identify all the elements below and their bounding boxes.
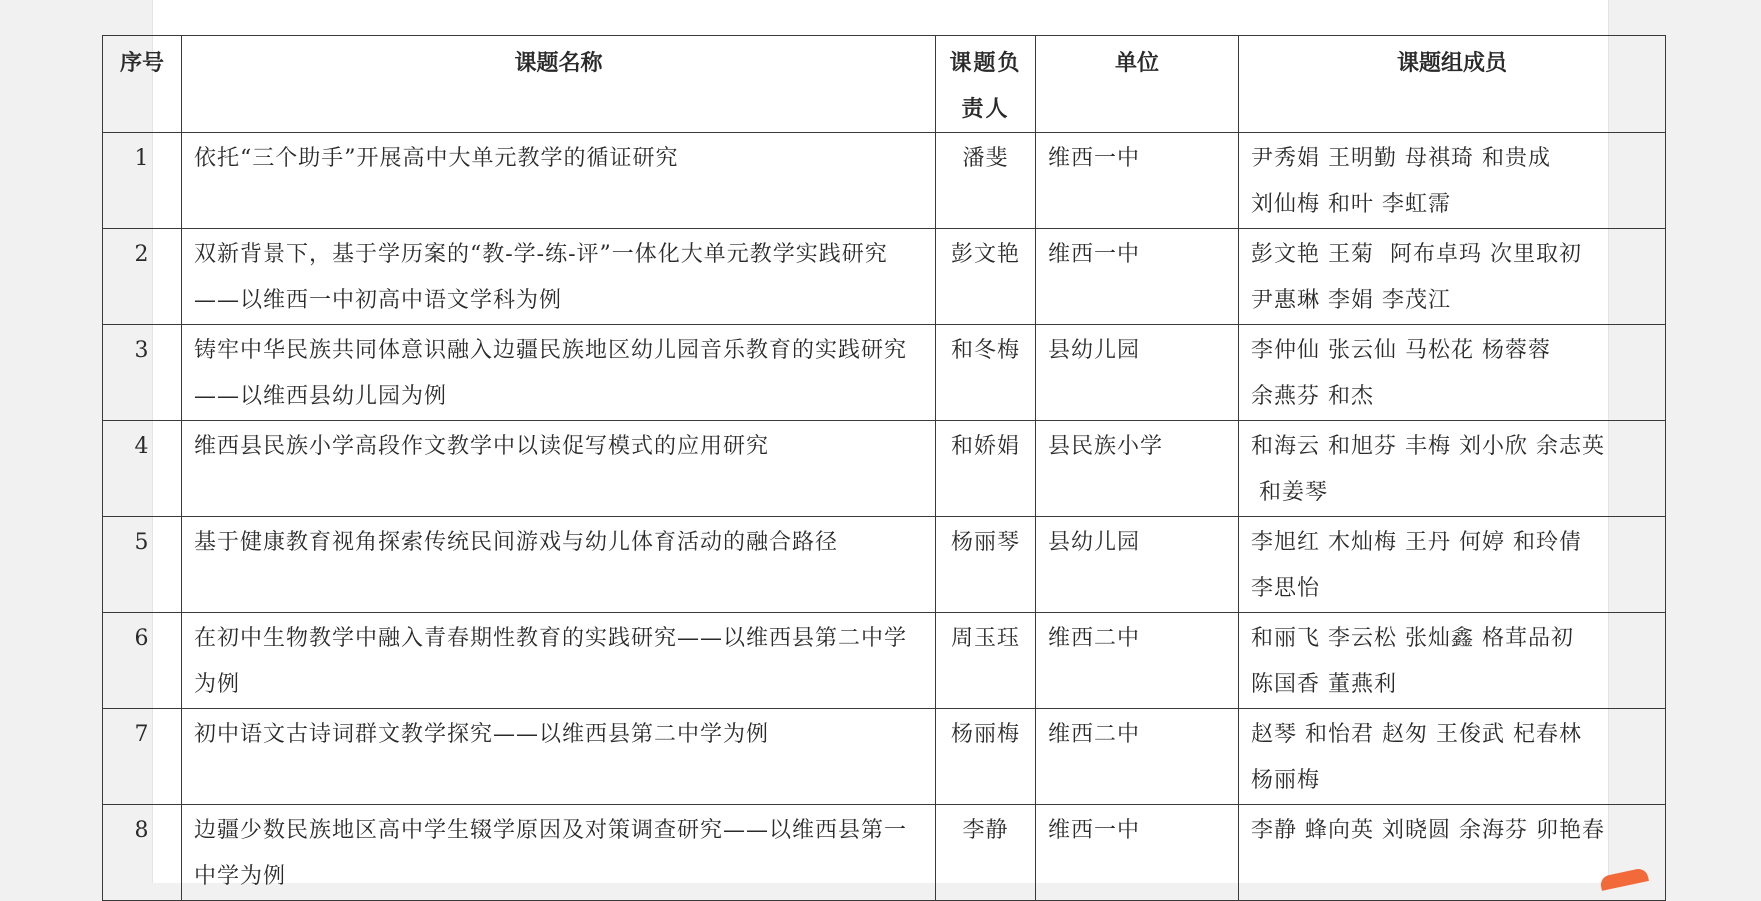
table-row [103, 325, 1666, 421]
cell-num: 5 [103, 517, 182, 613]
cell-topic: 维西县民族小学高段作文教学中以读促写模式的应用研究 [182, 421, 936, 517]
members-line-2: 余燕芬 和杰 [1251, 384, 1374, 409]
cell-topic: 依托“三个助手”开展高中大单元教学的循证研究 [182, 133, 936, 229]
cell-topic: 基于健康教育视角探索传统民间游戏与幼儿体育活动的融合路径 [182, 517, 936, 613]
cell-num: 3 [103, 325, 182, 421]
members-line-1: 彭文艳 王菊 阿布卓玛 次里取初 [1251, 242, 1582, 267]
cell-unit: 县幼儿园 [1036, 325, 1239, 421]
cell-num: 8 [103, 805, 182, 901]
members-line-1: 和海云 和旭芬 丰梅 刘小欣 余志英 [1251, 434, 1605, 459]
members-line-1: 李静 蜂向英 刘晓圆 余海芬 卯艳春 [1251, 818, 1605, 843]
research-topics-table [102, 35, 1666, 901]
cell-members [1239, 421, 1666, 517]
cell-topic: 初中语文古诗词群文教学探究——以维西县第二中学为例 [182, 709, 936, 805]
members-line-1: 赵琴 和怡君 赵匆 王俊武 杞春林 [1251, 722, 1582, 747]
cell-members [1239, 613, 1666, 709]
cell-topic: 在初中生物教学中融入青春期性教育的实践研究——以维西县第二中学为例 [182, 613, 936, 709]
table-row [103, 421, 1666, 517]
members-line-1: 和丽飞 李云松 张灿鑫 格茸品初 [1251, 626, 1574, 651]
table-row [103, 229, 1666, 325]
cell-members [1239, 133, 1666, 229]
members-line-1: 李旭红 木灿梅 王丹 何婷 和玲倩 [1251, 530, 1582, 555]
table-body [103, 133, 1666, 901]
cell-num: 2 [103, 229, 182, 325]
cell-members [1239, 229, 1666, 325]
members-line-2: 杨丽梅 [1251, 768, 1321, 793]
table-header-row [103, 36, 1666, 133]
cell-num: 6 [103, 613, 182, 709]
members-line-1: 李仲仙 张云仙 马松花 杨蓉蓉 [1251, 338, 1551, 363]
cell-unit: 维西一中 [1036, 133, 1239, 229]
cell-members [1239, 709, 1666, 805]
cell-leader: 和冬梅 [936, 325, 1036, 421]
header-leader: 课题负责人 [936, 36, 1036, 133]
cell-num: 7 [103, 709, 182, 805]
cell-unit: 维西一中 [1036, 805, 1239, 901]
members-line-1: 尹秀娟 王明勤 母祺琦 和贵成 [1251, 146, 1551, 171]
cell-unit: 县幼儿园 [1036, 517, 1239, 613]
cell-leader: 杨丽琴 [936, 517, 1036, 613]
table-row [103, 709, 1666, 805]
cell-num: 1 [103, 133, 182, 229]
cell-unit: 维西二中 [1036, 613, 1239, 709]
table-row [103, 805, 1666, 901]
header-topic: 课题名称 [182, 36, 936, 133]
members-line-2: 刘仙梅 和叶 李虹霈 [1251, 192, 1451, 217]
cell-unit: 县民族小学 [1036, 421, 1239, 517]
cell-leader: 杨丽梅 [936, 709, 1036, 805]
cell-leader: 和娇娟 [936, 421, 1036, 517]
header-unit: 单位 [1036, 36, 1239, 133]
members-line-2: 和姜琴 [1251, 480, 1328, 505]
cell-members [1239, 325, 1666, 421]
cell-members [1239, 517, 1666, 613]
cell-unit: 维西一中 [1036, 229, 1239, 325]
cell-topic: 边疆少数民族地区高中学生辍学原因及对策调查研究——以维西县第一中学为例 [182, 805, 936, 901]
cell-topic: 铸牢中华民族共同体意识融入边疆民族地区幼儿园音乐教育的实践研究——以维西县幼儿园为例 [182, 325, 936, 421]
table-row [103, 613, 1666, 709]
members-line-2: 李思怡 [1251, 576, 1321, 601]
cell-leader: 潘斐 [936, 133, 1036, 229]
header-num: 序号 [103, 36, 182, 133]
cell-leader: 彭文艳 [936, 229, 1036, 325]
cell-leader: 李静 [936, 805, 1036, 901]
cell-unit: 维西二中 [1036, 709, 1239, 805]
table-row [103, 133, 1666, 229]
members-line-2: 尹惠琳 李娟 李茂江 [1251, 288, 1451, 313]
table-row [103, 517, 1666, 613]
header-members: 课题组成员 [1239, 36, 1666, 133]
members-line-2: 陈国香 董燕利 [1251, 672, 1397, 697]
cell-num: 4 [103, 421, 182, 517]
cell-topic: 双新背景下，基于学历案的“教-学-练-评”一体化大单元教学实践研究——以维西一中初高中语文学科为例 [182, 229, 936, 325]
cell-leader: 周玉珏 [936, 613, 1036, 709]
